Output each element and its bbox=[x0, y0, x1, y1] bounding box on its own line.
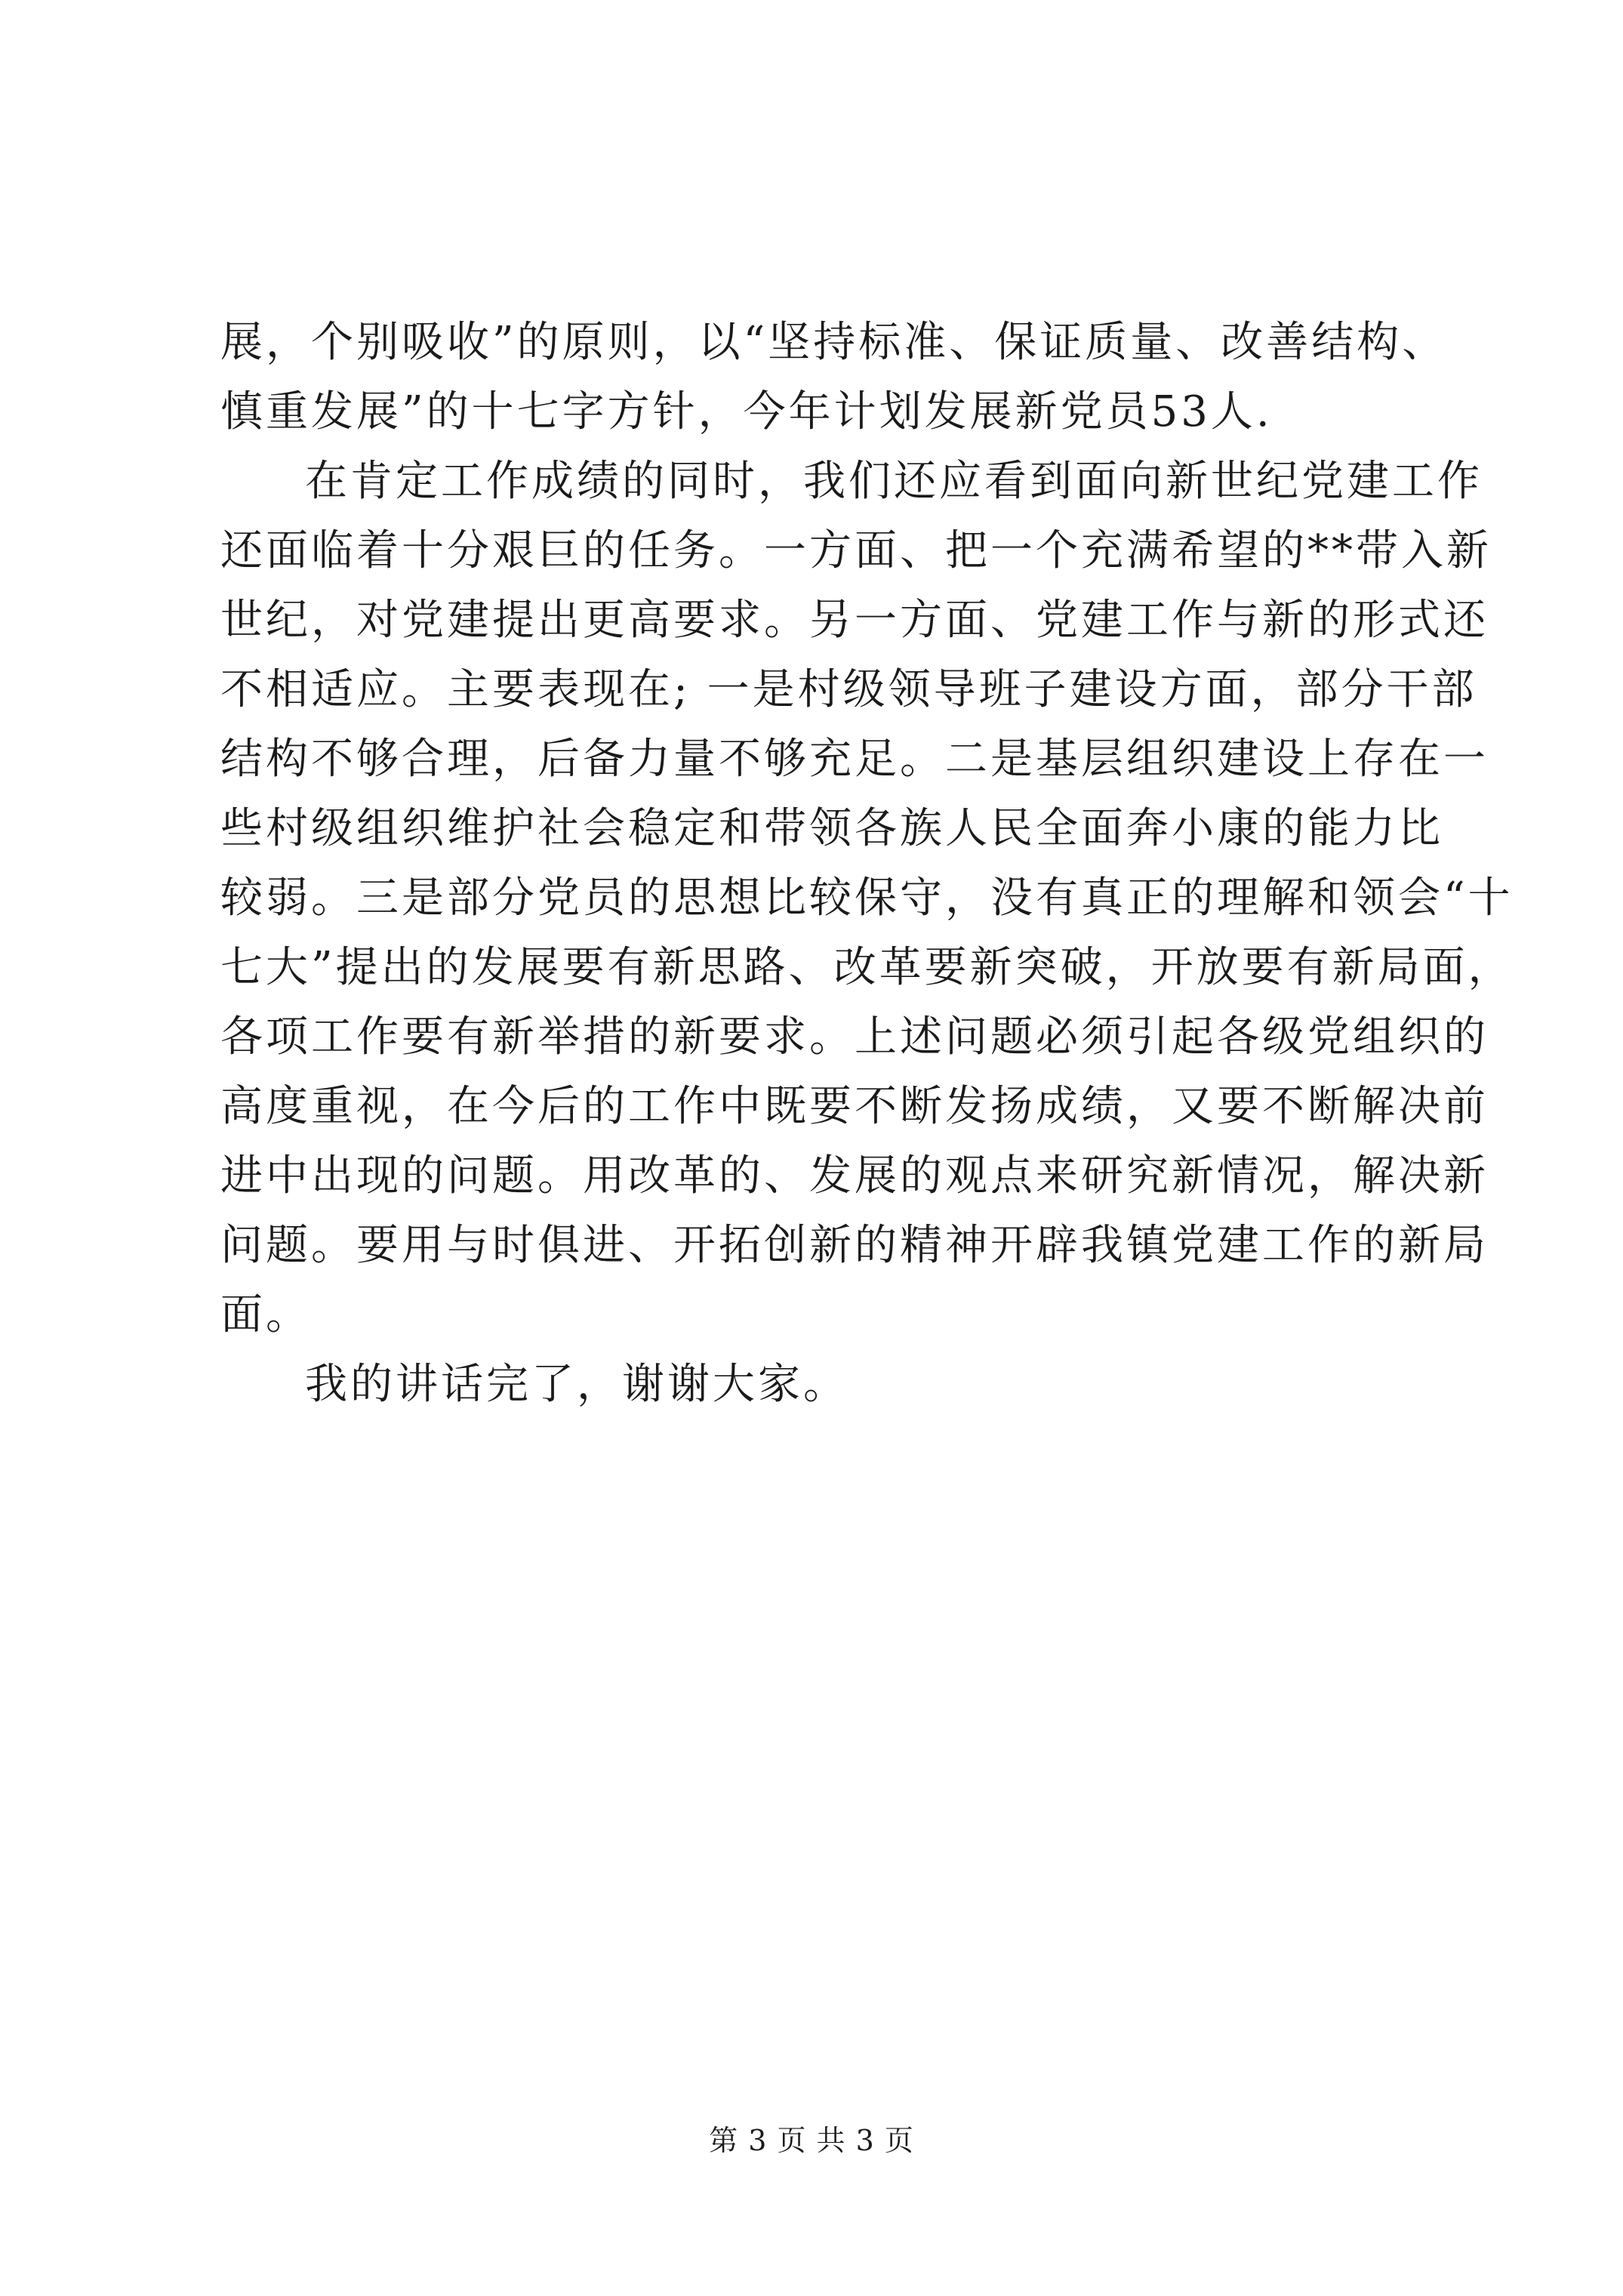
document-body bbox=[220, 308, 1514, 1419]
paragraph-line: 高度重视，在今后的工作中既要不断发扬成绩，又要不断解决前 bbox=[220, 1082, 1489, 1131]
paragraph-line: 问题。要用与时俱进、开拓创新的精神开辟我镇党建工作的新局 bbox=[220, 1221, 1489, 1270]
paragraph-1 bbox=[220, 308, 1448, 447]
paragraph-line: 结构不够合理，后备力量不够充足。二是基层组织建设上存在一 bbox=[220, 735, 1489, 784]
paragraph-3 bbox=[220, 1350, 1413, 1419]
page-footer: 第 3 页 共 3 页 bbox=[709, 2124, 914, 2157]
paragraph-line: 还面临着十分艰巨的任务。一方面、把一个充满希望的**带入新 bbox=[220, 526, 1492, 575]
paragraph-line: 在肯定工作成绩的同时，我们还应看到面向新世纪党建工作 bbox=[305, 457, 1483, 506]
paragraph-line: 各项工作要有新举措的新要求。上述问题必须引起各级党组织的 bbox=[220, 1012, 1489, 1062]
paragraph-line: 些村级组织维护社会稳定和带领各族人民全面奔小康的能力比 bbox=[220, 804, 1443, 853]
paragraph-line: 世纪，对党建提出更高要求。另一方面、党建工作与新的形式还 bbox=[220, 596, 1489, 645]
paragraph-2 bbox=[220, 447, 1514, 1350]
paragraph-line: 展，个别吸收”的原则，以“坚持标准、保证质量、改善结构、 bbox=[220, 318, 1448, 367]
paragraph-line: 慎重发展”的十七字方针，今年计划发展新党员53人. bbox=[220, 387, 1273, 436]
paragraph-line: 面。 bbox=[220, 1290, 311, 1339]
paragraph-line: 不相适应。主要表现在; 一是村级领导班子建设方面，部分干部 bbox=[220, 665, 1477, 714]
paragraph-line: 我的讲话完了，谢谢大家。 bbox=[305, 1360, 848, 1409]
paragraph-line: 进中出现的问题。用改革的、发展的观点来研究新情况，解决新 bbox=[220, 1151, 1489, 1200]
paragraph-line: 七大”提出的发展要有新思路、改革要新突破，开放要有新局面， bbox=[220, 943, 1514, 992]
paragraph-line: 较弱。三是部分党员的思想比较保守，没有真正的理解和领会“十 bbox=[220, 874, 1514, 923]
